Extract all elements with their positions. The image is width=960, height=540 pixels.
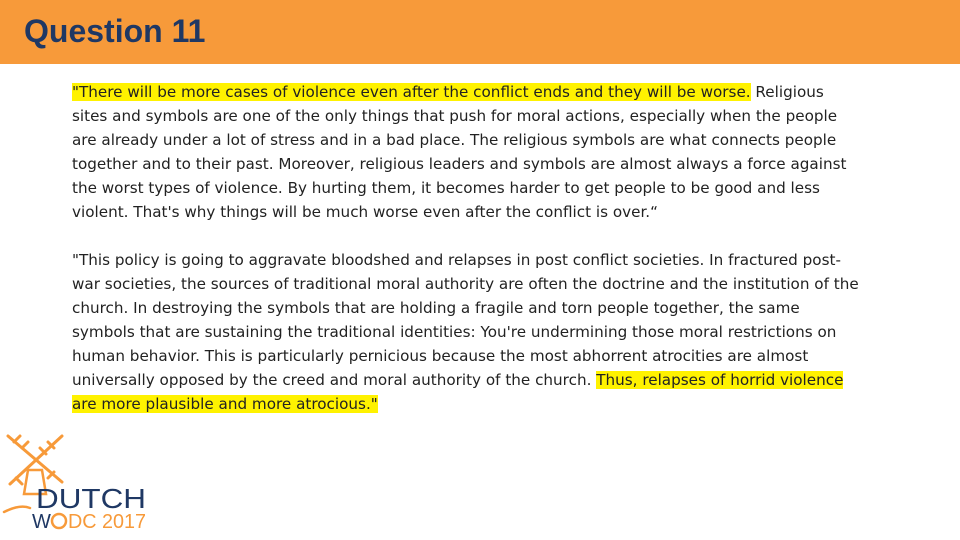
highlighted-text: Thus, relapses of horrid violence are more plausible and more atrocious." <box>72 371 844 413</box>
globe-icon <box>52 514 66 528</box>
quote-content <box>72 80 862 416</box>
quote-paragraph-2 <box>72 248 862 416</box>
logo-line-1: DUTCH <box>36 483 146 514</box>
dutch-wudc-logo <box>0 430 160 534</box>
highlighted-text: "There will be more cases of violence even after the conflict ends and they will be worse. <box>72 83 751 101</box>
slide-title: Question 11 <box>24 13 206 49</box>
quote-paragraph-1 <box>72 80 862 224</box>
header-bar <box>0 0 960 64</box>
logo-line-2-left: W <box>32 511 51 533</box>
quote-text: Religious sites and symbols are one of the only things that push for moral actions, especially when the people are already under a lot of stress and in a bad place. The religious symbols are what connects people together and to their past. Moreover, religious leaders and symbols are almost always a force against the worst types of violence. By hurting them, it becomes harder to get people to be good and less violent. That's why things will be much worse even after the conflict is over.“ <box>72 83 847 221</box>
quote-text: "This policy is going to aggravate bloodshed and relapses in post conflict societies. In fractured post-war societies, the sources of traditional moral authority are often the doctrine and the institution of the church. In destroying the symbols that are holding a fragile and torn people together, the same symbols that are sustaining the traditional identities: You're undermining those moral restrictions on human behavior. This is particularly pernicious because the most abhorrent atrocities are almost universally opposed by the creed and moral authority of the church. <box>72 251 859 389</box>
logo-line-2-right: DC 2017 <box>68 511 146 533</box>
